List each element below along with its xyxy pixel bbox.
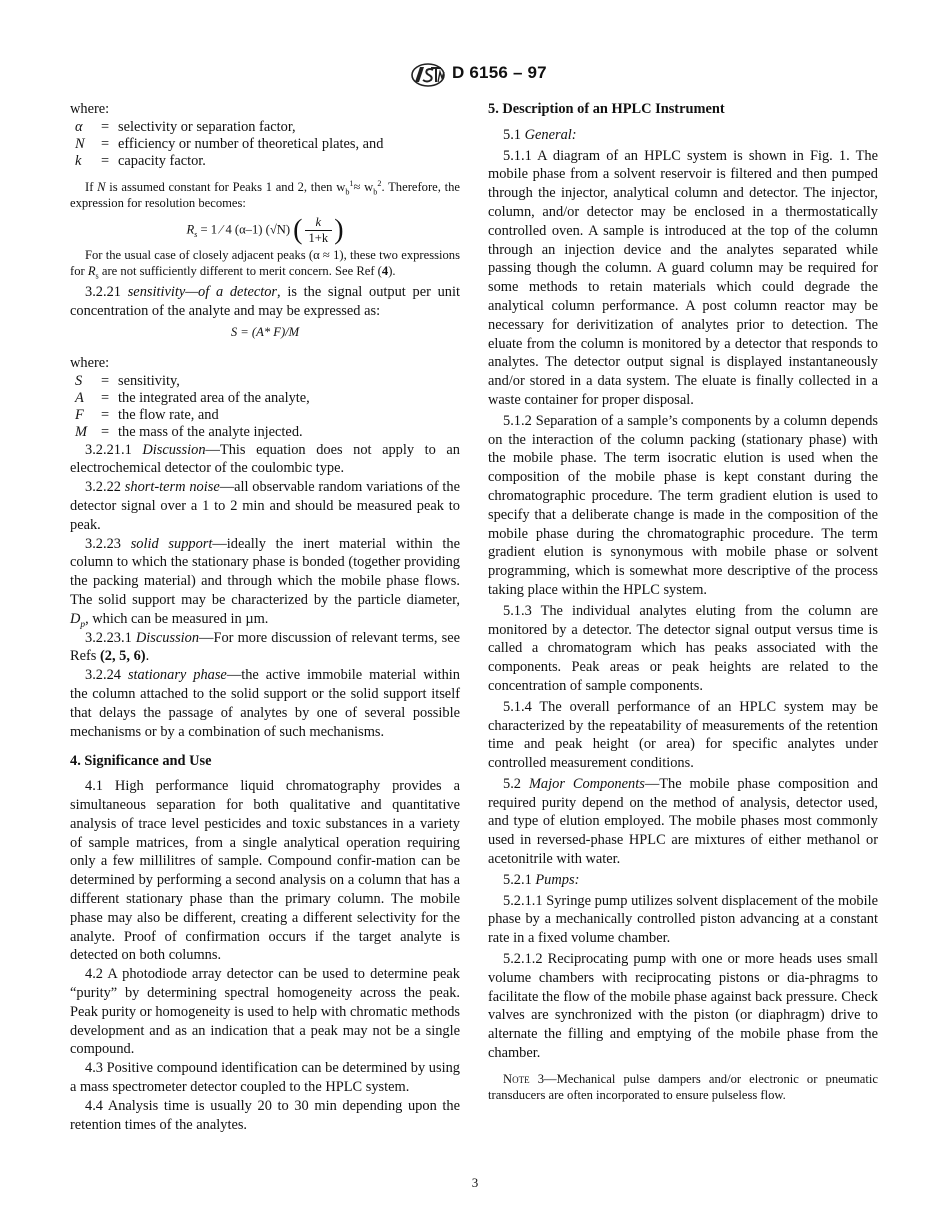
definition-solid-support: 3.2.23 solid support—ideally the inert material within the column to which the stationary phase is bonded (together providing the packing material) and through which the mobile phase flows. The solid support may be characterized by the particle diameter, $D_p$, which can be measured in µm. [70,535,460,630]
definition-short-term-noise: 3.2.22 short-term noise—all observable random variations of the detector signal over a 1 to 2 min and should be measured peak to peak. [70,479,461,533]
definition-text: the integrated area of the analyte, [118,389,310,406]
definition-text: sensitivity, [118,372,180,389]
paragraph-4-3: 4.3 Positive compound identification can be determined by using a mass spectrometer detector coupled to the HPLC system. [70,1060,460,1095]
definition-equals: = [100,423,110,440]
sensitivity-formula: S = (A* F)/M [230,325,300,340]
discussion-3-2-23-1: 3.2.23.1 Discussion—For more discussion of relevant terms, see Refs (2, 5, 6). [70,629,460,665]
constant-note: If N is assumed constant for Peaks 1 and 2, then $w_b^1\approx w_b^2$. Therefore, the expression for resolution becomes: [70,178,461,211]
paragraph-5-1-4: 5.1.4 The overall performance of an HPLC system may be characterized by the repeatability of measurements of the retention time and peak height (or area) for specific analytes under controlled measurement conditions. [488,698,878,772]
definition-stationary-phase: 3.2.24 stationary phase—the active immobile material within the column attached to the solid support or the solid support itself that delays the passage of analytes by one of several possible mechanisms or by a combination of such mechanisms. [70,667,460,740]
definition-row [70,390,460,407]
variable-definitions-1 [70,119,460,170]
section-4-heading: 4. Significance and Use [70,753,212,770]
definition-text: the flow rate, and [118,406,219,423]
fraction: $\frac{k}{1+k}$ [305,215,333,246]
definition-symbol: A [75,389,84,406]
definition-equals: = [100,389,110,406]
page-header [0,62,950,90]
definition-equals: = [100,152,110,169]
paragraph-5-1-2: 5.1.2 Separation of a sample’s components by a column depends on the interaction of the column packing (stationary phase) with the mobile phase. The term isocratic elution is used when the composition of the mobile phase is kept constant during the chromatographic procedure. The term gradient elution is used to specify that a deliberate change is made in the composition of the mobile phase during the chromatographic procedure. The term gradient elution is synonymous with mobile phase or solvent programming, which is somewhat more descriptive of the process taking place within the HPLC system. [488,412,878,598]
paragraph-5-2: 5.2 Major Components—The mobile phase composition and required purity depend on the method of analysis, detector used, and type of elution employed. The mobile phases most commonly used in reversed-phase HPLC are mixtures of either methanol or acetonitrile with water. [488,775,878,868]
paragraph-5-2-1-2: 5.2.1.2 Reciprocating pump with one or more heads uses small volume chambers with reciprocating pistons or dia-phragms to facilitate the flow of the mobile phase against back pressure. Check valves are synchronized with the piston (or diaphragm) drive to alternate the filling and emptying of the mobile phase from the chamber. [488,951,878,1062]
definition-equals: = [100,372,110,389]
note-3: Note 3—Mechanical pulse dampers and/or electronic or pneumatic transducers are often incorporated to ensure pulseless flow. [488,1071,878,1103]
definition-row [70,373,460,390]
discussion-3-2-21-1: 3.2.21.1 Discussion—This equation does not apply to an electrochemical detector of the coulombic type. [70,441,460,477]
page-number: 3 [471,1175,479,1190]
definition-text: capacity factor. [118,152,206,169]
paragraph-5-1: 5.1 General: [503,126,577,143]
paragraph-4-2: 4.2 A photodiode array detector can be used to determine peak “purity” by determining spectral homogeneity across the peak. Peak purity or homogeneity is used to help with chromatic methods development and as an indication that a peak may not be a single compound. [70,966,460,1058]
definition-row [70,119,460,136]
paragraph-4-1: 4.1 High performance liquid chromatography provides a simultaneous separation for both qualitative and quantitative analysis of trace level pesticides and toxic substances in a variety of sample matrices, from a single analytical operation requiring only a few millilitres of sample. Compound confir-mation can be determined by performing a second analysis on a column that has a different stationary phase than the primary column. The mobile phase may also be different, creating a different selectivity for the analyte. Proof of confirmation occurs if the target analyte is detected on both columns. [70,778,460,964]
variable-definitions-2 [70,373,460,441]
astm-logo-icon [409,62,447,88]
resolution-note [70,179,460,280]
definition-equals: = [100,406,110,423]
definition-symbol: k [75,152,82,169]
where-label: where: [70,354,110,371]
definition-symbol: N [75,135,85,152]
definition-row [70,424,460,441]
definition-symbol: F [75,406,84,423]
paragraph-5-2-1: 5.2.1 Pumps: [503,871,580,888]
where-label: where: [70,101,110,117]
definition-equals: = [100,118,110,135]
paragraph-5-2-1-1: 5.2.1.1 Syringe pump utilizes solvent displacement of the mobile phase by a mechanically controlled piston advancing at a constant rate in a fixed volume chamber. [488,892,878,947]
paragraph-4-4: 4.4 Analysis time is usually 20 to 30 min depending upon the retention times of the analytes. [70,1097,460,1133]
paragraph-5-1-1: 5.1.1 A diagram of an HPLC system is shown in Fig. 1. The mobile phase from a solvent reservoir is filtered and then pumped through the injector, analytical column and detector. The injector, column, and/or detector may be enclosed in a thermostatically controlled oven. A sample is introduced at the top of the column through an injection device and the analytes separated while passing though the column. A guard column may be required for some methods to retain materials which could degrade the analytical column performance. A post column reactor may be necessary for derivitization of analytes prior to detection. The eluate from the column is monitored by a detector that responds to analytes. The detector output signal is displayed instantaneously and/or stored in a data system. The eluate is finally collected in a waste container for proper disposal. [488,147,878,408]
definition-sensitivity: 3.2.21 sensitivity—of a detector, is the signal output per unit concentration of the analyte and may be expressed as: [70,284,460,320]
definition-row [70,153,460,170]
paragraph-5-1-3: 5.1.3 The individual analytes eluting from the column are monitored by a detector. The detector signal output versus time is called a chromatogram which has peaks associated with the components. Peak areas or peak heights are related to the concentration of sample components. [488,602,878,694]
definition-symbol: M [75,423,87,440]
right-column [488,100,878,1104]
left-column [70,100,460,1134]
usual-case-note: For the usual case of closely adjacent peaks (α ≈ 1), these two expressions for $R_s$ are not sufficiently different to merit concern. See Ref (4). [70,247,460,281]
definition-symbol: α [75,118,83,135]
definition-text: efficiency or number of theoretical plates, and [118,135,384,152]
definition-row [70,407,460,424]
resolution-formula: $R_s = 1$ ⁄ 4 (α–1) (√N) ( $\frac{k}{1+k}$ ) [186,213,344,245]
definition-text: the mass of the analyte injected. [118,423,303,440]
definition-symbol: S [75,372,83,389]
document-designation: D 6156 – 97 [452,63,547,82]
definition-text: selectivity or separation factor, [118,118,296,135]
definition-equals: = [100,135,110,152]
definition-row [70,136,460,153]
section-5-heading: 5. Description of an HPLC Instrument [488,101,725,117]
